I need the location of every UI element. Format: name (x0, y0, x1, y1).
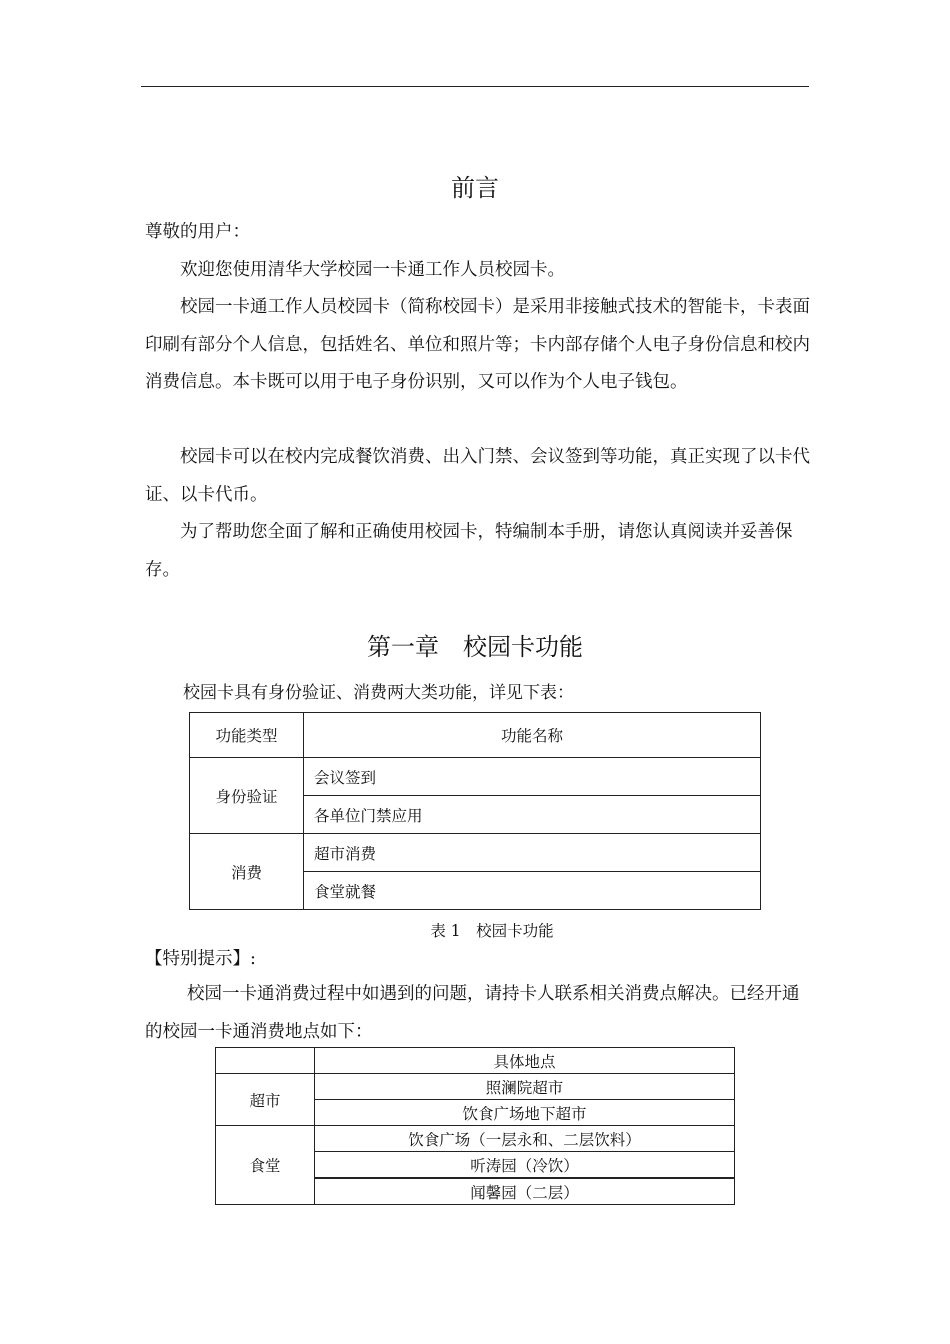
header-location: 具体地点 (315, 1048, 735, 1074)
table-row (216, 1074, 735, 1100)
table-header-row (216, 1048, 735, 1074)
location-cell: 照澜院超市 (315, 1074, 735, 1100)
table-caption: 表 1 校园卡功能 (430, 922, 554, 940)
preface-title: 前言 (451, 174, 499, 202)
chapter-title: 第一章 校园卡功能 (367, 633, 583, 661)
location-table (215, 1047, 735, 1205)
header-rule (141, 86, 809, 87)
function-type-cell: 身份验证 (190, 758, 304, 834)
preface-paragraph-2: 校园一卡通工作人员校园卡（简称校园卡）是采用非接触式技术的智能卡，卡表面印刷有部分个人信息，包括姓名、单位和照片等；卡内部存储个人电子身份信息和校内消费信息。本卡既可以用于电子身份识别，又可以作为个人电子钱包。 (145, 297, 810, 392)
notice-label: 【特别提示】: (145, 949, 256, 969)
function-type-cell: 消费 (190, 834, 304, 910)
function-name-cell: 会议签到 (304, 758, 761, 796)
header-empty (216, 1048, 315, 1074)
table-row (190, 834, 761, 872)
chapter-intro: 校园卡具有身份验证、消费两大类功能，详见下表： (183, 683, 574, 703)
table-row (216, 1126, 735, 1152)
function-name-cell: 超市消费 (304, 834, 761, 872)
header-function-name: 功能名称 (304, 713, 761, 758)
greeting: 尊敬的用户： (145, 222, 250, 242)
table-header-row (190, 713, 761, 758)
location-cell: 饮食广场（一层永和、二层饮料） (315, 1126, 735, 1152)
preface-paragraph-3: 校园卡可以在校内完成餐饮消费、出入门禁、会议签到等功能，真正实现了以卡代证、以卡代币。 (145, 447, 810, 505)
preface-paragraph-4: 为了帮助您全面了解和正确使用校园卡，特编制本手册，请您认真阅读并妥善保存。 (145, 522, 793, 580)
location-cell: 饮食广场地下超市 (315, 1100, 735, 1126)
function-name-cell: 食堂就餐 (304, 872, 761, 910)
header-function-type: 功能类型 (190, 713, 304, 758)
location-type-cell: 食堂 (216, 1126, 315, 1205)
location-cell: 听涛园（冷饮） (315, 1152, 735, 1179)
function-name-cell: 各单位门禁应用 (304, 796, 761, 834)
notice-text: 校园一卡通消费过程中如遇到的问题，请持卡人联系相关消费点解决。已经开通的校园一卡通消费地点如下： (145, 984, 800, 1042)
location-type-cell: 超市 (216, 1074, 315, 1126)
table-row (190, 758, 761, 796)
function-table (189, 712, 761, 910)
location-cell: 闻馨园（二层） (315, 1178, 735, 1205)
preface-paragraph-1: 欢迎您使用清华大学校园一卡通工作人员校园卡。 (180, 260, 565, 280)
